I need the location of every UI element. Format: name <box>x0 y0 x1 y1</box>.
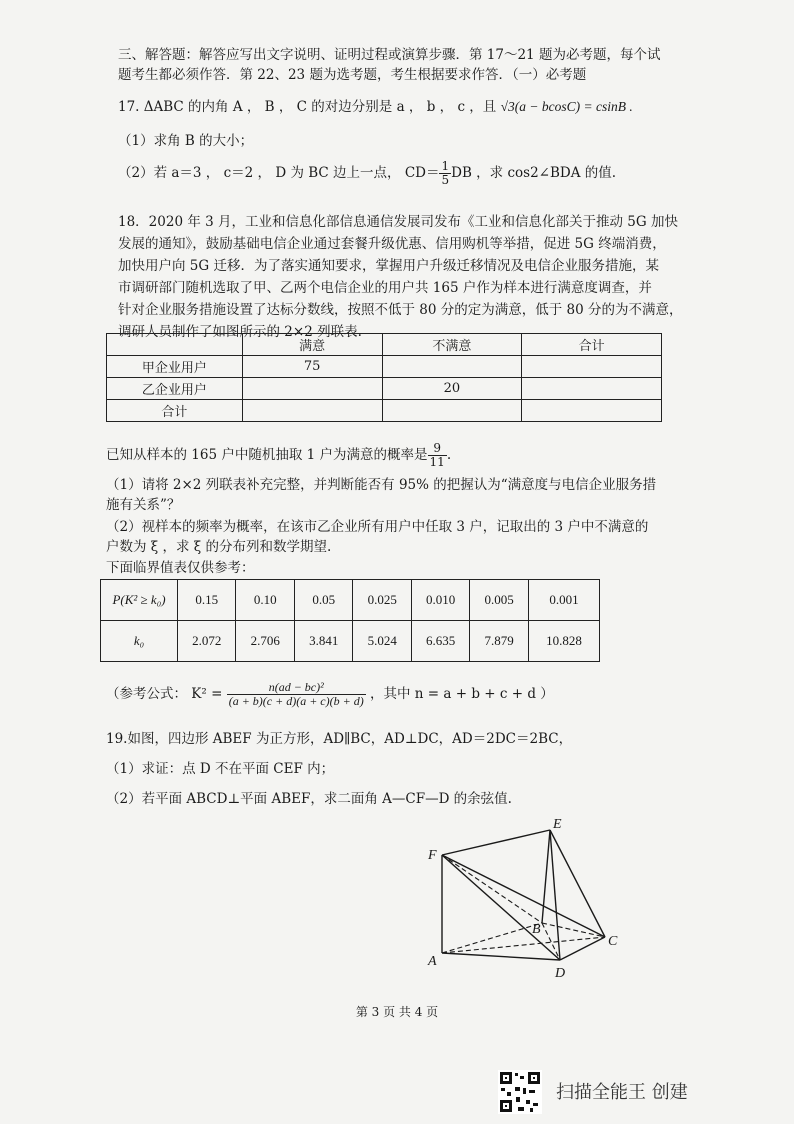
section-header-line2: 题考生都必须作答．第 22、23 题为选考题，考生根据要求作答．（一）必考题 <box>118 67 587 83</box>
q18-prob-den: 11 <box>429 455 445 469</box>
table-row <box>101 580 600 621</box>
q17-part2-text-b: DB ，求 cos2∠BDA 的值. <box>451 165 617 181</box>
section-header-line1: 三、解答题：解答应写出文字说明、证明过程或演算步骤．第 17～21 题为必考题，每个试 <box>118 47 661 63</box>
q18-part2-line2: 户数为 ξ ，求 ξ 的分布列和数学期望. <box>106 539 332 555</box>
q18-part1-line1: （1）请将 2×2 列联表补充完整，并判断能否有 95% 的把握认为“满意度与电信企业服务措 <box>106 477 657 493</box>
edge-FD <box>442 855 560 960</box>
table-header-cell <box>107 334 243 356</box>
edge-ED <box>550 830 560 960</box>
label-C: C <box>608 934 618 949</box>
q18-line: 18．2020 年 3 月，工业和信息化部信息通信发展司发布《工业和信息化部关于推动 5G 加快 <box>118 214 678 230</box>
q17-part1: （1）求角 B 的大小； <box>118 133 254 149</box>
contingency-table <box>106 333 662 422</box>
table-row <box>101 621 600 662</box>
edge-FB-hidden <box>442 855 542 923</box>
q17-fraction <box>439 160 451 187</box>
edge-AC-hidden <box>442 937 605 953</box>
page-footer: 第 3 页 共 4 页 <box>355 1005 439 1019</box>
table-cell: 甲企业用户 <box>107 356 243 378</box>
q18-formula-text-b: ，其中 n = a + b + c + d ） <box>370 686 554 702</box>
table-cell: 0.10 <box>236 580 294 621</box>
table-cell: 3.841 <box>294 621 352 662</box>
geometry-figure <box>420 815 630 985</box>
table-cell: 0.05 <box>294 580 352 621</box>
q18-line: 市调研部门随机选取了甲、乙两个电信企业的用户共 165 户作为样本进行满意度调查，并 <box>118 280 652 296</box>
label-F: F <box>428 848 437 863</box>
q18-line: 针对企业服务措施设置了达标分数线，按照不低于 80 分的定为满意，低于 80 分的为不满意， <box>118 302 683 318</box>
table-header-cell: 满意 <box>242 334 382 356</box>
table-row <box>107 356 662 378</box>
table-cell <box>522 378 662 400</box>
table-cell: k₀ <box>101 621 178 662</box>
table-cell: 0.001 <box>528 580 599 621</box>
q18-prob-text: 已知从样本的 165 户中随机抽取 1 户为满意的概率是 <box>106 447 428 463</box>
q18-reference-title: 下面临界值表仅供参考： <box>106 560 255 576</box>
table-cell: 0.025 <box>353 580 411 621</box>
edge-FE <box>442 830 550 855</box>
table-cell <box>522 356 662 378</box>
q18-part2-line1: （2）视样本的频率为概率，在该市乙企业所有用户中任取 3 户，记取出的 3 户中不满意的 <box>106 519 649 535</box>
q17-formula: √3(a − bcosC) = csinB . <box>500 99 633 114</box>
q18-line: 发展的通知》，鼓励基础电信企业通过套餐升级优惠、信用购机等举措，促进 5G 终端消费， <box>118 236 666 252</box>
table-cell: 0.15 <box>178 580 236 621</box>
q17-stem-text: 17. ΔABC 的内角 A ， B ， C 的对边分别是 a ， b ， c ，且 <box>118 99 497 115</box>
q17-part2-text-a: （2）若 a＝3 ， c＝2 ， D 为 BC 边上一点， CD＝ <box>118 165 440 181</box>
q19-part2: （2）若平面 ABCD⊥平面 ABEF，求二面角 A—CF—D 的余弦值. <box>106 791 512 807</box>
qr-code-icon <box>498 1070 542 1114</box>
table-cell: 5.024 <box>353 621 411 662</box>
edge-EC <box>550 830 605 937</box>
edge-BC-hidden <box>542 923 605 937</box>
table-cell: 2.706 <box>236 621 294 662</box>
q18-formula <box>106 681 554 708</box>
table-cell <box>242 378 382 400</box>
table-cell: 合计 <box>107 400 243 422</box>
table-cell <box>522 400 662 422</box>
table-header-cell: 不满意 <box>382 334 522 356</box>
table-cell <box>382 356 522 378</box>
table-cell: 6.635 <box>411 621 469 662</box>
q19-stem: 19.如图，四边形 ABEF 为正方形，AD∥BC，AD⊥DC，AD＝2DC＝2BC， <box>106 731 573 747</box>
table-cell: 2.072 <box>178 621 236 662</box>
q18-probability <box>106 442 451 469</box>
table-row <box>107 334 662 356</box>
q18-prob-fraction <box>428 442 447 469</box>
q17-part2 <box>118 160 616 187</box>
label-B: B <box>532 922 541 937</box>
label-A: A <box>428 954 437 969</box>
critical-value-table <box>100 579 600 662</box>
label-E: E <box>553 817 562 832</box>
q18-formula-fraction <box>227 681 366 708</box>
table-cell <box>242 400 382 422</box>
q18-part1-line2: 施有关系”？ <box>106 497 181 513</box>
q18-formula-den: (a + b)(c + d)(a + c)(b + d) <box>228 694 364 708</box>
table-cell: 乙企业用户 <box>107 378 243 400</box>
table-row <box>107 400 662 422</box>
table-header-cell: 合计 <box>522 334 662 356</box>
q17-fraction-num: 1 <box>441 159 450 173</box>
q18-line: 加快用户向 5G 迁移．为了落实通知要求，掌握用户升级迁移情况及电信企业服务措施，某 <box>118 258 659 274</box>
table-cell: P(K² ≥ k₀) <box>101 580 178 621</box>
label-D: D <box>555 966 566 981</box>
edge-FC <box>442 855 605 937</box>
edge-AD <box>442 953 560 960</box>
q18-line: 调研人员制作了如图所示的 2×2 列联表. <box>118 324 362 340</box>
table-cell: 20 <box>382 378 522 400</box>
table-cell: 10.828 <box>528 621 599 662</box>
q17-fraction-den: 5 <box>441 173 450 187</box>
table-row <box>107 378 662 400</box>
q18-prob-num: 9 <box>428 442 447 456</box>
q18-prob-end: . <box>446 447 452 463</box>
q17-stem <box>118 98 633 116</box>
table-cell <box>382 400 522 422</box>
edge-DC <box>560 937 605 960</box>
table-cell: 75 <box>242 356 382 378</box>
scanner-watermark: 扫描全能王 创建 <box>556 1082 688 1103</box>
q18-formula-num: n(ad − bc)² <box>227 681 366 695</box>
table-cell: 0.010 <box>411 580 469 621</box>
table-cell: 0.005 <box>470 580 528 621</box>
table-cell: 7.879 <box>470 621 528 662</box>
q19-part1: （1）求证：点 D 不在平面 CEF 内； <box>106 761 335 777</box>
q18-formula-text-a: （参考公式： K² = <box>106 686 223 702</box>
